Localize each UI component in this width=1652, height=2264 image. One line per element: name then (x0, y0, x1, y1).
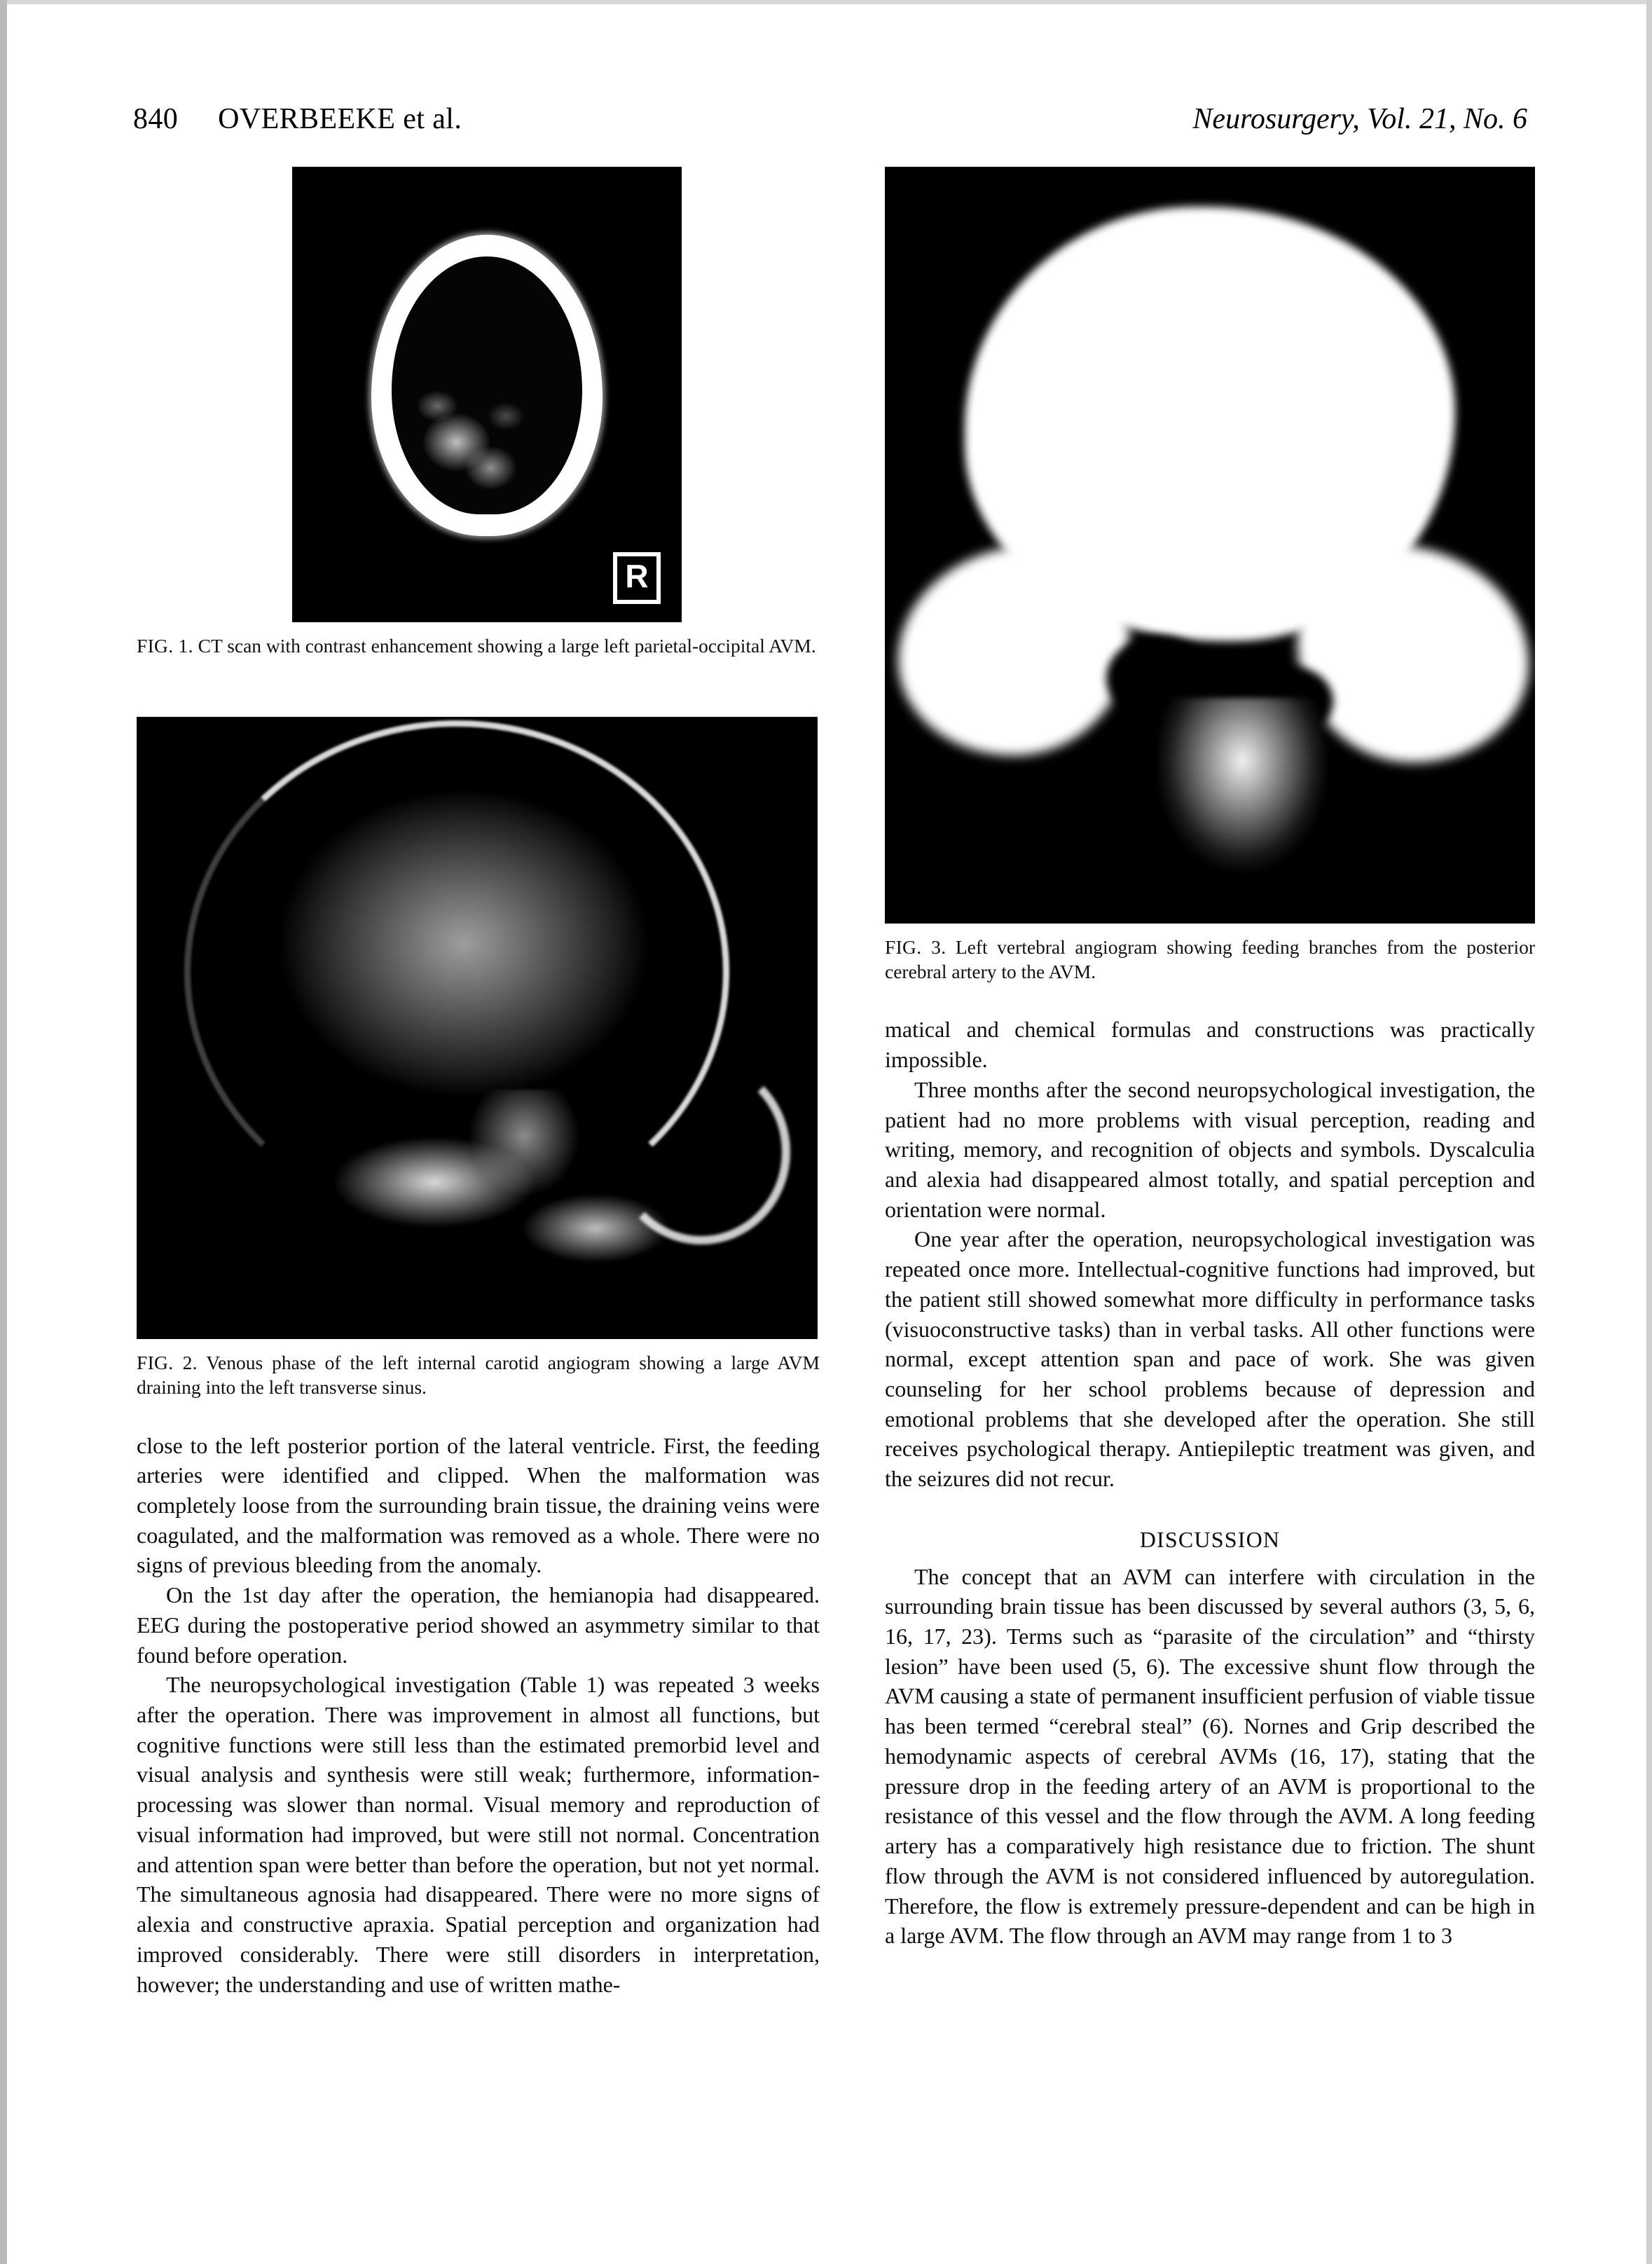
paragraph: matical and chemical formulas and constructions was practically impossible. (885, 1017, 1535, 1073)
figure-3-caption (885, 935, 1535, 984)
paragraph: close to the left posterior portion of the lateral ventricle. First, the feeding arteries were identified and clipped. When the malformation was completely loose from the surrounding brain tissue, the draining veins were coagulated, and the malformation was removed as a whole. There were no signs of previous bleeding from the anomaly. (137, 1432, 820, 1578)
paragraph: The concept that an AVM can interfere with circulation in the surrounding brain tissue has been discussed by several authors (3, 5, 6, 16, 17, 23). Terms such as “parasite of the circulation” and “thirsty lesion” have been used (5, 6). The excessive shunt flow through the AVM causing a state of permanent insufficient perfusion of viable tissue has been termed “cerebral steal” (6). Nornes and Grip described the hemodynamic aspects of cerebral AVMs (16, 17), stating that the pressure drop in the feeding artery of an AVM is proportional to the resistance of this vessel and the flow through the AVM. A long feeding artery has a comparatively high resistance due to friction. The shunt flow through the AVM is not considered influenced by autoregulation. Therefore, the flow is extremely pressure-dependent and can be high in a large AVM. The flow through an AVM may range from 1 to 3 (885, 1563, 1535, 1949)
figure-2-caption (137, 1350, 820, 1399)
paragraph: One year after the operation, neuropsychological investigation was repeated once more. Intellectual-cognitive functions had improved, but the patient still showed somewhat more difficulty in performance tasks (visuoconstructive tasks) than in verbal tasks. All other functions were normal, except attention span and pace of work. She was given counseling for her school problems because of depression and emotional problems that she developed after the operation. She still receives psychological therapy. Antiepileptic treatment was given, and the seizures did not recur. (885, 1226, 1535, 1492)
vertebral-artery-column (1158, 698, 1326, 908)
running-head-left (133, 102, 462, 136)
running-head-journal: Neurosurgery, Vol. 21, No. 6 (1192, 103, 1527, 135)
right-column (885, 167, 1535, 1951)
transverse-sinus (612, 1059, 790, 1244)
temporal-blush-right (1297, 545, 1529, 762)
running-head-authors: OVERBEEKE et al. (218, 103, 462, 135)
figure-1-image (292, 167, 682, 622)
figure-2-caption-text: Venous phase of the left internal carotid angiogram showing a large AVM draining into the left transverse sinus. (137, 1352, 820, 1399)
ct-brain-parenchyma (392, 256, 582, 514)
figure-2-label: FIG. 2. (137, 1352, 198, 1374)
figure-1-label: FIG. 1. (137, 635, 193, 657)
scan-edge-right (1646, 0, 1652, 2264)
figure-3 (885, 167, 1535, 984)
paragraph: On the 1st day after the operation, the hemianopia had disappeared. EEG during the postoperative period showed an asymmetry similar to that found before operation. (137, 1582, 820, 1668)
figure-1-caption (137, 633, 820, 658)
figure-1-caption-text: CT scan with contrast enhancement showing a large left parietal-occipital AVM. (198, 635, 816, 657)
paragraph: Three months after the second neuropsychological investigation, the patient had no more problems with visual perception, reading and writing, memory, and recognition of objects and symbols. Dyscalculia and alexia had disappeared almost totally, and spatial perception and orientation were normal. (885, 1076, 1535, 1222)
scan-edge-left (0, 0, 7, 2264)
figure-3-caption-text: Left vertebral angiogram showing feeding branches from the posterior cerebral artery to the AVM. (885, 936, 1535, 983)
right-column-body (885, 1015, 1535, 1951)
left-column-body (137, 1431, 820, 2000)
figure-1 (137, 167, 820, 658)
vertebral-angiogram-graphic (885, 167, 1535, 924)
right-side-marker: R (613, 552, 661, 604)
page-number: 840 (133, 103, 179, 135)
running-head (133, 102, 1527, 137)
figure-3-image (885, 167, 1535, 924)
page-sheet (7, 4, 1646, 2264)
spacer (137, 1400, 820, 1431)
figure-2 (137, 717, 820, 1399)
paragraph: The neuropsychological investigation (Table 1) was repeated 3 weeks after the operation. There was improvement in almost all functions, but cognitive functions were still less than the estimated premorbid level and visual analysis and synthesis were still weak; furthermore, information-processing was slower than normal. Visual memory and reproduction of visual information had improved, but were still not normal. Concentration and attention span were better than before the operation, but not yet normal. The simultaneous agnosia had disappeared. There were no more signs of alexia and constructive apraxia. Spatial perception and organization had improved considerably. There were still disorders in interpretation, however; the understanding and use of written mathe- (137, 1672, 820, 1997)
temporal-blush-left (898, 545, 1129, 755)
figure-2-image (137, 717, 818, 1339)
carotid-angiogram-graphic (137, 717, 818, 1339)
spacer (885, 984, 1535, 1015)
figure-3-label: FIG. 3. (885, 936, 947, 958)
section-heading-discussion: DISCUSSION (1139, 1526, 1281, 1552)
left-column (137, 167, 820, 1999)
